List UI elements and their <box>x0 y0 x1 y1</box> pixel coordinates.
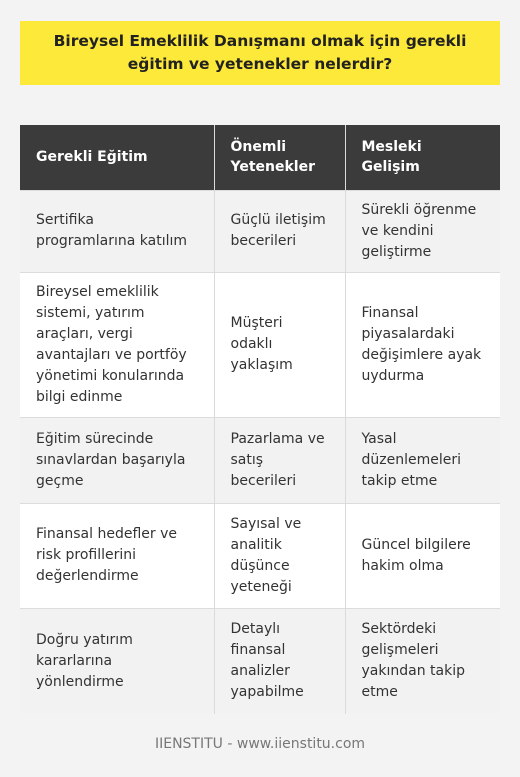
page-title: Bireysel Emeklilik Danışmanı olmak için gerekli eğitim ve yetenekler nelerdir? <box>53 32 467 73</box>
column-header-required-education: Gerekli Eğitim <box>20 125 214 190</box>
title-banner <box>20 21 500 85</box>
table-cell: Eğitim sürecinde sınavlardan başarıyla geçme <box>20 417 214 503</box>
table-cell: Pazarlama ve satış becerileri <box>214 417 345 503</box>
table-cell: Yasal düzenlemeleri takip etme <box>345 417 500 503</box>
column-header-professional-development: Mesleki Gelişim <box>345 125 500 190</box>
table-cell: Doğru yatırım kararlarına yönlendirme <box>20 608 214 714</box>
column-header-important-skills: Önemli Yetenekler <box>214 125 345 190</box>
table-row <box>20 608 500 714</box>
table-row <box>20 417 500 503</box>
table-cell: Müşteri odaklı yaklaşım <box>214 272 345 417</box>
table-cell: Sertifika programlarına katılım <box>20 190 214 272</box>
table-cell: Sürekli öğrenme ve kendini geliştirme <box>345 190 500 272</box>
table-cell: Güçlü iletişim becerileri <box>214 190 345 272</box>
table-cell: Sayısal ve analitik düşünce yeteneği <box>214 503 345 608</box>
table-header-row <box>20 125 500 190</box>
footer-credit: IIENSTITU - www.iienstitu.com <box>154 736 366 752</box>
skills-table <box>20 125 500 714</box>
table-row <box>20 272 500 417</box>
table-row <box>20 190 500 272</box>
table-cell: Güncel bilgilere hakim olma <box>345 503 500 608</box>
table-cell: Detaylı finansal analizler yapabilme <box>214 608 345 714</box>
table-cell: Bireysel emeklilik sistemi, yatırım araçları, vergi avantajları ve portföy yönetimi konularında bilgi edinme <box>20 272 214 417</box>
table-cell: Finansal piyasalardaki değişimlere ayak uydurma <box>345 272 500 417</box>
table-cell: Finansal hedefler ve risk profillerini değerlendirme <box>20 503 214 608</box>
table-row <box>20 503 500 608</box>
table-cell: Sektördeki gelişmeleri yakından takip etme <box>345 608 500 714</box>
